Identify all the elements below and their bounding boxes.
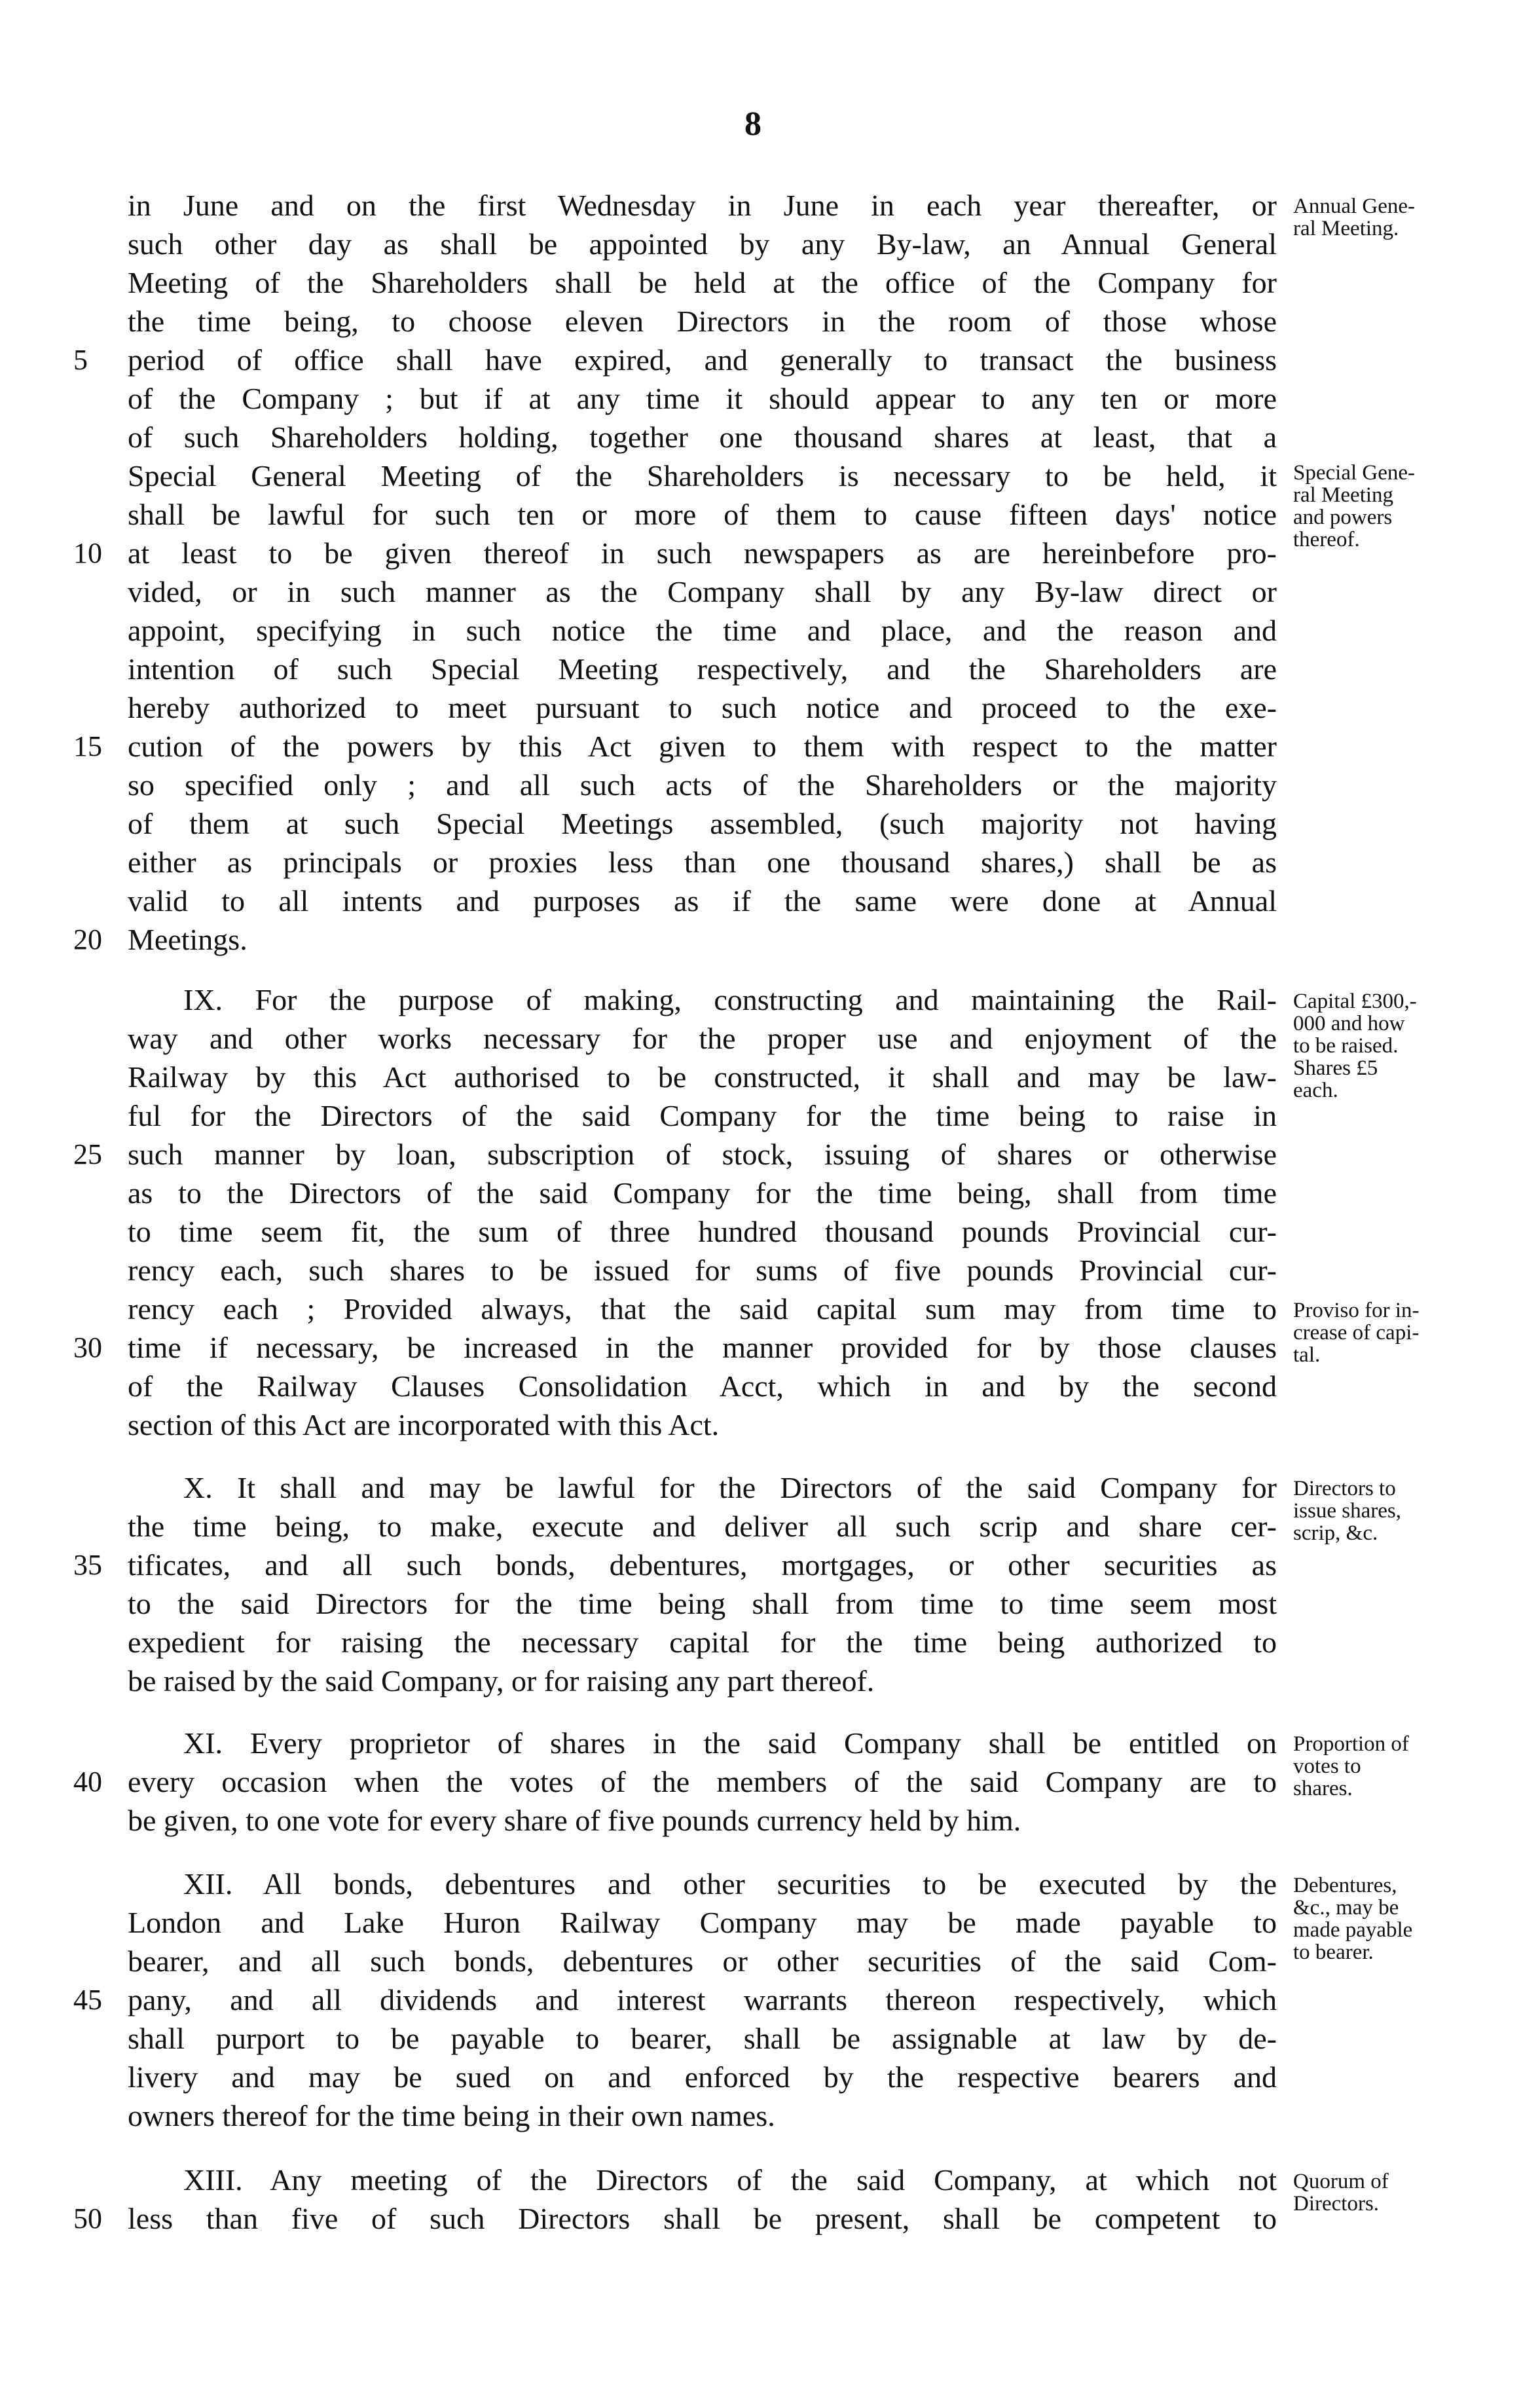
text-line: cution of the powers by this Act given to them with respect to the matter [128,730,1277,763]
margin-note-line: Directors to [1293,1477,1396,1500]
margin-note-line: Proviso for in- [1293,1299,1420,1322]
margin-note-line: Debentures, [1293,1874,1397,1897]
text-line: in June and on the first Wednesday in June in each year thereafter, or [128,189,1277,222]
margin-note-line: to be raised. [1293,1034,1399,1058]
text-line: rency each, such shares to be issued for sums of five pounds Provincial cur- [128,1253,1277,1287]
text-line: period of office shall have expired, and generally to transact the business [128,343,1277,377]
margin-note [1293,990,1503,1102]
text-line: ful for the Directors of the said Company for the time being to raise in [128,1099,1277,1132]
text-line: the time being, to choose eleven Directors in the room of those whose [128,305,1277,338]
text-line: bearer, and all such bonds, debentures or other securities of the said Com- [128,1944,1277,1978]
line-number: 40 [73,1766,102,1798]
text-line: IX. For the purpose of making, constructing and maintaining the Rail- [183,983,1277,1016]
margin-note-line: to bearer. [1293,1940,1374,1964]
text-line: less than five of such Directors shall be present, shall be competent to [128,2202,1277,2235]
margin-note-line: &c., may be [1293,1896,1399,1920]
line-number: 30 [73,1331,102,1364]
line-number: 35 [73,1549,102,1581]
margin-note-line: Quorum of [1293,2170,1389,2193]
text-line: London and Lake Huron Railway Company may be made payable to [128,1906,1277,1939]
text-line: hereby authorized to meet pursuant to such notice and proceed to the exe- [128,691,1277,724]
page-number: 8 [744,105,761,143]
text-line: way and other works necessary for the proper use and enjoyment of the [128,1022,1277,1055]
margin-note-line: and powers [1293,506,1393,529]
text-line: shall be lawful for such ten or more of them to cause fifteen days' notice [128,498,1277,531]
text-line: to the said Directors for the time being shall from time to time seem most [128,1587,1277,1620]
text-line: XII. All bonds, debentures and other securities to be executed by the [183,1867,1277,1901]
text-line: livery and may be sued on and enforced by the respective bearers and [128,2060,1277,2094]
text-line: of them at such Special Meetings assembled, (such majority not having [128,807,1277,840]
text-line: vided, or in such manner as the Company shall by any By-law direct or [128,575,1277,608]
text-line: valid to all intents and purposes as if the same were done at Annual [128,884,1277,918]
text-line: at least to be given thereof in such newspapers as are hereinbefore pro- [128,536,1277,570]
margin-note [1293,2170,1503,2215]
margin-note-line: crease of capi- [1293,1321,1420,1345]
margin-note-line: tal. [1293,1343,1321,1367]
text-line: expedient for raising the necessary capital for the time being authorized to [128,1625,1277,1659]
text-line: be raised by the said Company, or for raising any part thereof. [128,1664,875,1698]
line-number: 25 [73,1138,102,1170]
line-number: 5 [73,344,88,376]
text-line: section of this Act are incorporated with this Act. [128,1408,720,1441]
margin-note-line: Shares £5 [1293,1056,1378,1080]
text-line: appoint, specifying in such notice the time and place, and the reason and [128,614,1277,647]
margin-note [1293,1733,1503,1800]
margin-note-line: thereof. [1293,528,1360,551]
margin-note [1293,1477,1503,1544]
margin-note-line: shares. [1293,1777,1353,1800]
text-line: Meeting of the Shareholders shall be held at the office of the Company for [128,266,1277,299]
text-line: time if necessary, be increased in the manner provided for by those clauses [128,1331,1277,1364]
text-line: owners thereof for the time being in their own names. [128,2099,775,2132]
margin-note [1293,1874,1503,1963]
text-line: Meetings. [128,923,248,956]
margin-note-line: Proportion of [1293,1732,1409,1756]
text-line: as to the Directors of the said Company for the time being, shall from time [128,1176,1277,1210]
margin-note-line: ral Meeting. [1293,217,1399,240]
text-line: pany, and all dividends and interest warrants thereon respectively, which [128,1983,1277,2016]
margin-note-line: ral Meeting [1293,483,1394,507]
margin-note-line: scrip, &c. [1293,1521,1378,1545]
margin-note-line: made payable [1293,1918,1413,1942]
text-line: Railway by this Act authorised to be constructed, it shall and may be law- [128,1060,1277,1094]
text-line: either as principals or proxies less than one thousand shares,) shall be as [128,845,1277,879]
margin-note-line: Directors. [1293,2192,1380,2216]
text-line: such manner by loan, subscription of stock, issuing of shares or otherwise [128,1138,1277,1171]
margin-note-line: Special Gene- [1293,461,1415,485]
line-number: 10 [73,537,102,569]
margin-note-line: 000 and how [1293,1012,1405,1035]
margin-note-line: Annual Gene- [1293,195,1416,218]
text-line: intention of such Special Meeting respectively, and the Shareholders are [128,652,1277,686]
text-line: X. It shall and may be lawful for the Directors of the said Company for [183,1471,1277,1504]
line-number: 50 [73,2202,102,2235]
line-number: 20 [73,923,102,956]
margin-note [1293,1299,1503,1366]
text-line: to time seem fit, the sum of three hundred thousand pounds Provincial cur- [128,1215,1277,1248]
text-line: Special General Meeting of the Shareholders is necessary to be held, it [128,459,1277,492]
text-line: XI. Every proprietor of shares in the said Company shall be entitled on [183,1726,1277,1760]
text-line: be given, to one vote for every share of five pounds currency held by him. [128,1804,1021,1837]
text-line: so specified only ; and all such acts of the Shareholders or the majority [128,768,1277,802]
line-number: 45 [73,1984,102,2016]
text-line: of the Company ; but if at any time it should appear to any ten or more [128,382,1277,415]
text-line: tificates, and all such bonds, debentures, mortgages, or other securities as [128,1548,1277,1582]
margin-note-line: issue shares, [1293,1499,1401,1523]
margin-note-line: votes to [1293,1754,1361,1778]
text-line: every occasion when the votes of the members of the said Company are to [128,1765,1277,1798]
line-number: 15 [73,730,102,762]
text-line: of such Shareholders holding, together one thousand shares at least, that a [128,420,1277,454]
margin-note-line: Capital £300,- [1293,990,1417,1013]
text-line: of the Railway Clauses Consolidation Acct, which in and by the second [128,1369,1277,1403]
margin-note [1293,462,1503,551]
text-line: the time being, to make, execute and deliver all such scrip and share cer- [128,1510,1277,1543]
margin-note [1293,195,1503,240]
margin-note-line: each. [1293,1079,1338,1102]
text-line: rency each ; Provided always, that the said capital sum may from time to [128,1292,1277,1326]
text-line: such other day as shall be appointed by any By-law, an Annual General [128,227,1277,261]
text-line: shall purport to be payable to bearer, shall be assignable at law by de- [128,2022,1277,2055]
text-line: XIII. Any meeting of the Directors of the said Company, at which not [183,2163,1277,2197]
